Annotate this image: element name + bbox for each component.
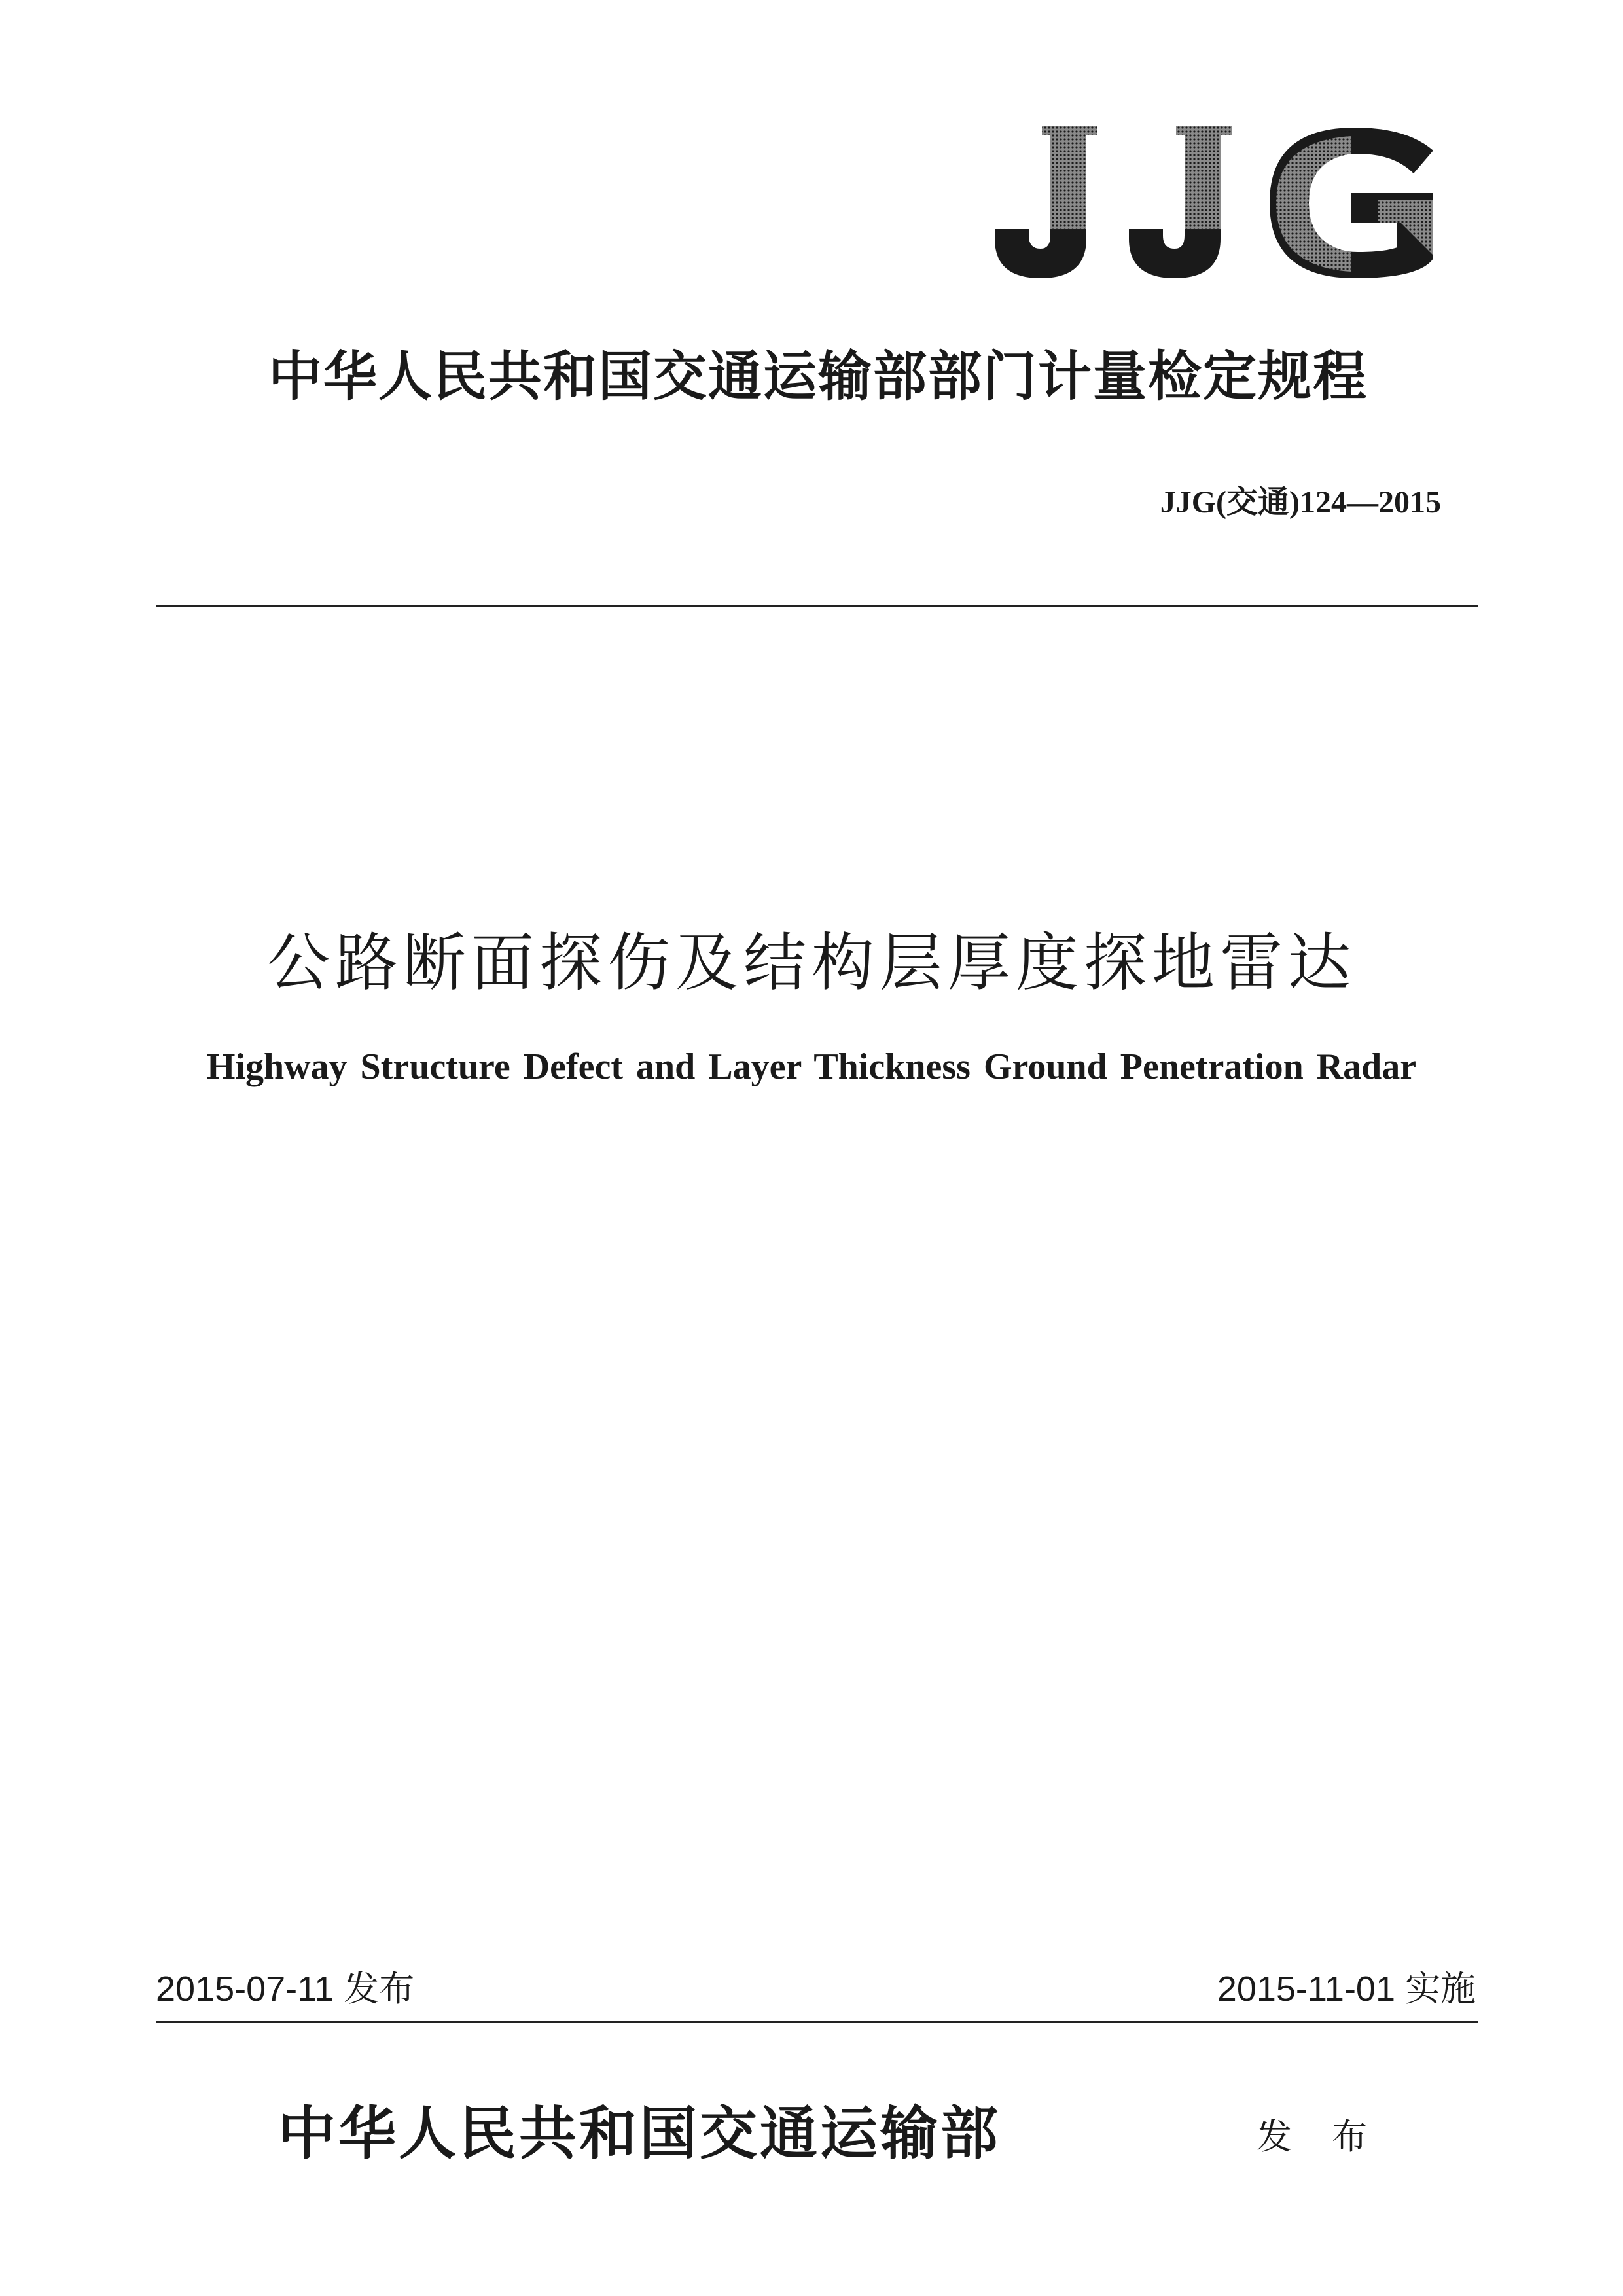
divider-top [156, 605, 1478, 607]
logo-letter-j1 [995, 126, 1097, 278]
document-title-chinese: 公路断面探伤及结构层厚度探地雷达 [267, 926, 1356, 999]
standard-number: JJG(交通)124—2015 [1160, 485, 1441, 520]
logo-letter-g [1270, 128, 1433, 278]
release-date: 2015-07-11 发布 [156, 1969, 415, 2009]
divider-bottom [156, 2021, 1478, 2023]
document-title-english: Highway Structure Defect and Layer Thickness Ground Penetration Radar [206, 1047, 1417, 1087]
regulation-series-heading: 中华人民共和国交通运输部部门计量检定规程 [268, 345, 1368, 408]
effective-date: 2015-11-01 实施 [1217, 1969, 1476, 2009]
jjg-logo [988, 118, 1446, 281]
publish-label: 发 布 [1257, 2116, 1382, 2157]
logo-letter-j2 [1129, 126, 1232, 278]
publisher-name: 中华人民共和国交通运输部 [278, 2099, 1001, 2167]
